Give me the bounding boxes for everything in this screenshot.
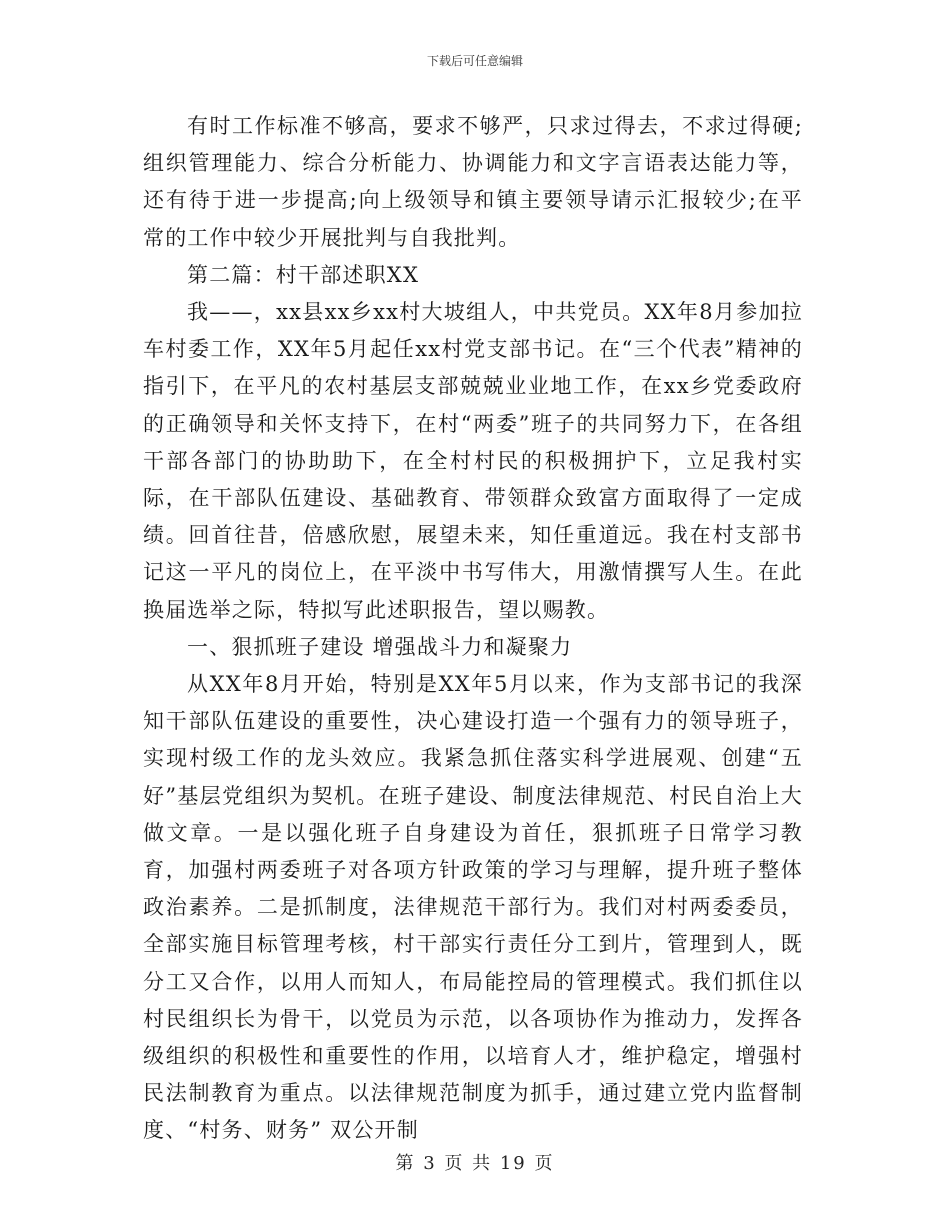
paragraph-team-building: 从XX年8月开始，特别是XX年5月以来，作为支部书记的我深知干部队伍建设的重要性，决心建设打造一个强有力的领导班子，实现村级工作的龙头效应。我紧急抓住落实科学进展观、创建“五好”基层党组织为契机。在班子建设、制度法律规范、村民自治上大做文章。一是以强化班子自身建设为首任，狠抓班子日常学习教育，加强村两委班子对各项方针政策的学习与理解，提升班子整体政治素养。二是抓制度，法律规范干部行为。我们对村两委委员，全部实施目标管理考核，村干部实行责任分工到片，管理到人，既分工又合作，以用人而知人，布局能控局的管理模式。我们抓住以村民组织长为骨干，以党员为示范，以各项协作为推动力，发挥各级组织的积极性和重要性的作用，以培育人才，维护稳定，增强村民法制教育为重点。以法律规范制度为抓手，通过建立党内监督制度、“村务、财务” 双公开制 [143, 672, 803, 1143]
header-note: 下载后可任意编辑 [426, 54, 523, 68]
paragraph-self-introduction: 我——，xx县xx乡xx村大坡组人，中共党员。XX年8月参加拉车村委工作，XX年5月起任xx村党支部书记。在“三个代表”精神的指引下，在平凡的农村基层支部兢兢业业地工作，在xx乡党委政府的正确领导和关怀支持下，在村“两委”班子的共同努力下，在各组干部各部门的协助助下，在全村村民的积极拥护下，立足我村实际，在干部队伍建设、基础教育、带领群众致富方面取得了一定成绩。回首往昔，倍感欣慰，展望未来，知任重道远。我在村支部书记这一平凡的岗位上，在平淡中书写伟大，用激情撰写人生。在此换届选举之际，特拟写此述职报告，望以赐教。 [143, 300, 803, 622]
paragraph-intro: 有时工作标准不够高，要求不够严，只求过得去，不求过得硬;组织管理能力、综合分析能力、协调能力和文字言语表达能力等，还有待于进一步提高;向上级领导和镇主要领导请示汇报较少;在平常的工作中较少开展批判与自我批判。 [143, 114, 803, 250]
section-heading-part-two: 第二篇：村干部述职XX [187, 262, 420, 287]
page-number-footer: 第 3 页 共 19 页 [395, 1153, 555, 1174]
document-body [143, 108, 803, 1150]
section-heading-team-building: 一、狠抓班子建设 增强战斗力和凝聚力 [187, 634, 573, 659]
